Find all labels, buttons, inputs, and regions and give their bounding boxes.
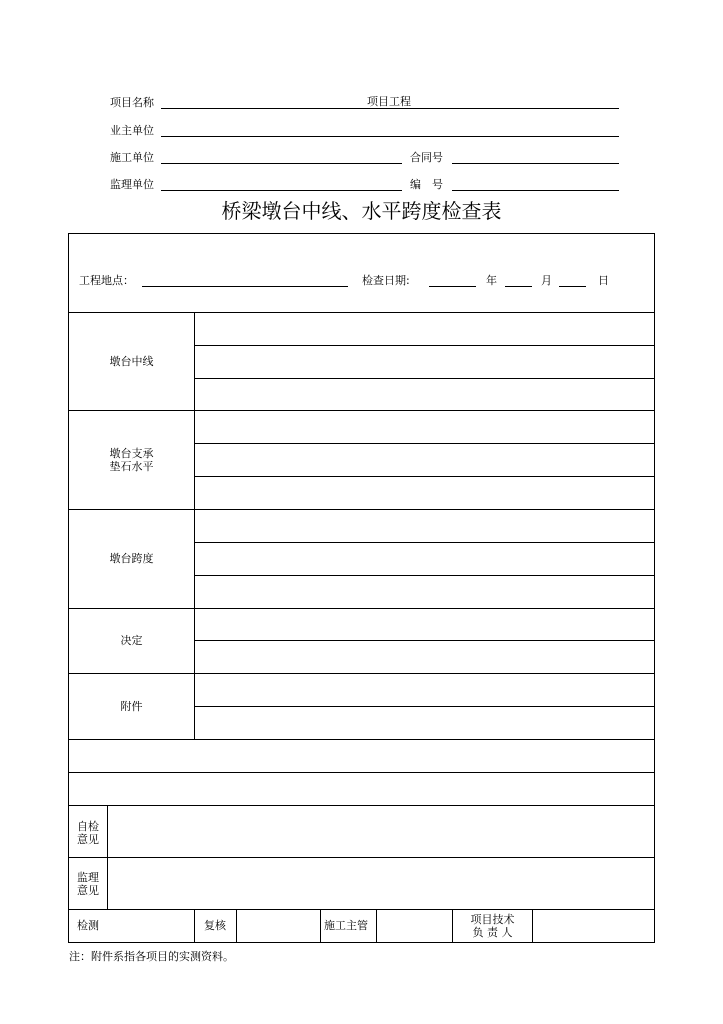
tech-head-label: 项目技术 负 责 人 [470,913,515,939]
grid-line [194,575,655,576]
review-label: 复核 [204,919,226,932]
contractor-label: 施工单位 [110,151,154,164]
grid-line [194,443,655,444]
owner-underline[interactable] [161,136,619,137]
contract-no-label: 合同号 [410,151,443,164]
year-underline[interactable] [429,286,476,287]
month-label: 月 [541,274,552,287]
grid-line [532,909,533,943]
supervisor-underline[interactable] [161,190,402,191]
project-name-underline [161,108,619,109]
section-label-pier-centerline: 墩台中线 [109,355,154,368]
grid-line [68,509,655,510]
serial-no-label: 编 号 [410,178,443,191]
grid-line [194,706,655,707]
grid-line [236,909,237,943]
date-label: 检查日期: [362,274,410,287]
footnote: 注：附件系指各项目的实测资料。 [69,950,234,963]
grid-line [320,909,321,943]
grid-line [68,312,655,313]
grid-line [194,312,195,739]
contract-no-underline[interactable] [452,163,619,164]
section-label-bearing-level: 墩台支承 垫石水平 [109,447,154,473]
grid-line [194,378,655,379]
self-check-label: 自检 意见 [77,820,99,846]
grid-line [68,909,655,910]
year-label: 年 [486,274,497,287]
inspect-label: 检测 [77,919,99,932]
grid-line [376,909,377,943]
month-underline[interactable] [505,286,532,287]
grid-line [68,857,655,858]
grid-line [107,805,108,909]
grid-line [68,608,655,609]
grid-line [194,542,655,543]
grid-line [194,640,655,641]
location-label: 工程地点： [79,274,134,287]
supervision-label: 监理 意见 [77,871,99,897]
location-underline[interactable] [142,286,348,287]
day-underline[interactable] [559,286,586,287]
contractor-underline[interactable] [161,163,402,164]
section-label-attachment: 附件 [120,700,143,713]
inspection-form [68,233,655,943]
grid-line [68,739,655,740]
grid-line [68,410,655,411]
page-title: 桥梁墩台中线、水平跨度检查表 [221,199,502,223]
supervisor-label: 监理单位 [110,178,154,191]
grid-line [194,476,655,477]
owner-label: 业主单位 [110,124,154,137]
grid-line [68,805,655,806]
day-label: 日 [598,274,609,287]
grid-line [68,673,655,674]
section-label-pier-span: 墩台跨度 [109,552,154,565]
grid-line [194,909,195,943]
project-name-value[interactable]: 项目工程 [367,95,411,108]
section-label-decision: 决定 [120,634,143,647]
grid-line [194,345,655,346]
grid-line [68,772,655,773]
construction-head-label: 施工主管 [324,919,368,932]
serial-no-underline[interactable] [452,190,619,191]
project-name-label: 项目名称 [110,96,154,109]
